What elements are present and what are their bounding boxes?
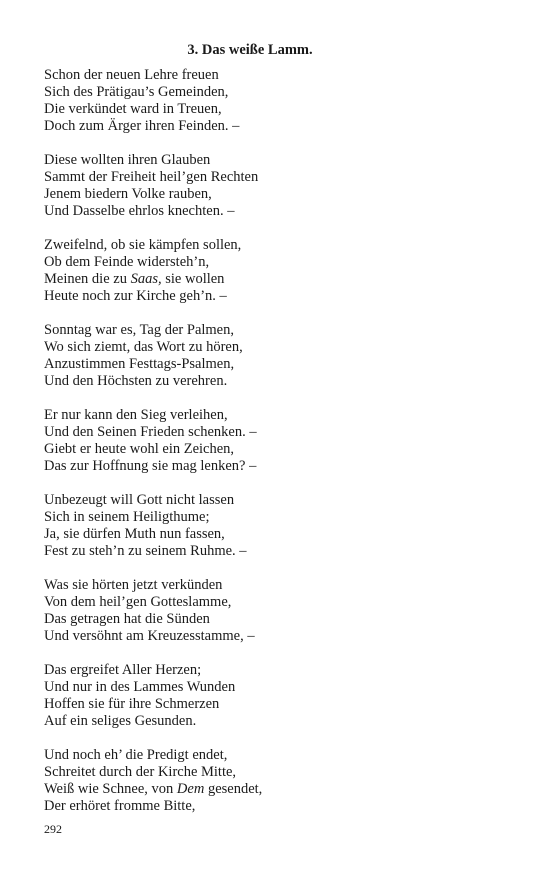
line-text: Giebt er heute wohl ein Zeichen, (44, 441, 235, 457)
poem-line (44, 101, 504, 118)
line-text: Und nur in des Lammes Wunden (44, 679, 236, 695)
poem-line (44, 628, 504, 645)
stanza (44, 67, 504, 135)
line-text: Sonntag war es, Tag der Palmen, (44, 322, 234, 338)
poem-title: 3. Das weiße Lamm. (187, 42, 313, 58)
poem-line (44, 186, 504, 203)
poem-line (44, 509, 504, 526)
stanza (44, 662, 504, 730)
poem-line (44, 764, 504, 781)
poem-line (44, 339, 504, 356)
line-text: Und den Höchsten zu verehren. (44, 373, 228, 389)
line-text: Von dem heil’gen Gotteslamme, (44, 594, 232, 610)
emphasized-text: Saas, (130, 271, 162, 287)
poem-line (44, 543, 504, 560)
line-text: gesendet, (204, 781, 263, 797)
line-text: Wo sich ziemt, das Wort zu hören, (44, 339, 243, 355)
line-text: Der erhöret fromme Bitte, (44, 798, 196, 814)
line-text: Schon der neuen Lehre freuen (44, 67, 219, 83)
line-text: Ob dem Feinde widersteh’n, (44, 254, 210, 270)
stanza (44, 237, 504, 305)
poem-line (44, 169, 504, 186)
poem-line (44, 118, 504, 135)
line-text: Sammt der Freiheit heil’gen Rechten (44, 169, 259, 185)
line-text: Auf ein seliges Gesunden. (44, 713, 197, 729)
line-text: Und den Seinen Frieden schenken. – (44, 424, 257, 440)
poem-line (44, 662, 504, 679)
page-number: 292 (44, 822, 62, 836)
line-text: Schreitet durch der Kirche Mitte, (44, 764, 237, 780)
line-text: Die verkündet ward in Treuen, (44, 101, 222, 117)
line-text: Unbezeugt will Gott nicht lassen (44, 492, 235, 508)
line-text: Das ergreifet Aller Herzen; (44, 662, 202, 678)
poem-line (44, 424, 504, 441)
line-text: Sich des Prätigau’s Gemeinden, (44, 84, 229, 100)
poem-line (44, 492, 504, 509)
line-text: Und noch eh’ die Predigt endet, (44, 747, 228, 763)
line-text: Das zur Hoffnung sie mag lenken? – (44, 458, 257, 474)
poem-line (44, 594, 504, 611)
poem-line (44, 713, 504, 730)
stanza (44, 577, 504, 645)
line-text: Und versöhnt am Kreuzesstamme, – (44, 628, 255, 644)
poem-line (44, 747, 504, 764)
poem-line (44, 577, 504, 594)
line-text: Ja, sie dürfen Muth nun fassen, (44, 526, 225, 542)
poem-line (44, 152, 504, 169)
poem-line (44, 203, 504, 220)
poem-line (44, 356, 504, 373)
poem-line (44, 237, 504, 254)
line-text: Meinen die zu (44, 271, 131, 287)
poem-line (44, 458, 504, 475)
line-text: Weiß wie Schnee, von (44, 781, 177, 797)
line-text: Anzustimmen Festtags-Psalmen, (44, 356, 235, 372)
line-text: Hoffen sie für ihre Schmerzen (44, 696, 220, 712)
poem-line (44, 611, 504, 628)
poem-body (44, 67, 504, 832)
poem-line (44, 781, 504, 798)
line-text: sie wollen (161, 271, 225, 287)
poem-line (44, 322, 504, 339)
stanza (44, 492, 504, 560)
line-text: Das getragen hat die Sünden (44, 611, 210, 627)
poem-line (44, 288, 504, 305)
poem-line (44, 254, 504, 271)
stanza (44, 747, 504, 815)
line-text: Er nur kann den Sieg verleihen, (44, 407, 228, 423)
poem-line (44, 407, 504, 424)
line-text: Sich in seinem Heiligthume; (44, 509, 210, 525)
poem-line (44, 526, 504, 543)
poem-line (44, 84, 504, 101)
line-text: Heute noch zur Kirche geh’n. – (44, 288, 227, 304)
stanza (44, 322, 504, 390)
line-text: Doch zum Ärger ihren Feinden. – (44, 118, 240, 134)
poem-line (44, 373, 504, 390)
line-text: Und Dasselbe ehrlos knechten. – (44, 203, 235, 219)
line-text: Diese wollten ihren Glauben (44, 152, 211, 168)
poem-line (44, 67, 504, 84)
poem-line (44, 696, 504, 713)
line-text: Zweifelnd, ob sie kämpfen sollen, (44, 237, 242, 253)
line-text: Was sie hörten jetzt verkünden (44, 577, 223, 593)
poem-line (44, 679, 504, 696)
stanza (44, 407, 504, 475)
emphasized-text: Dem (176, 781, 205, 797)
stanza (44, 152, 504, 220)
line-text: Jenem biedern Volke rauben, (44, 186, 212, 202)
line-text: Fest zu steh’n zu seinem Ruhme. – (44, 543, 247, 559)
poem-line (44, 441, 504, 458)
poem-line (44, 271, 504, 288)
poem-line (44, 798, 504, 815)
